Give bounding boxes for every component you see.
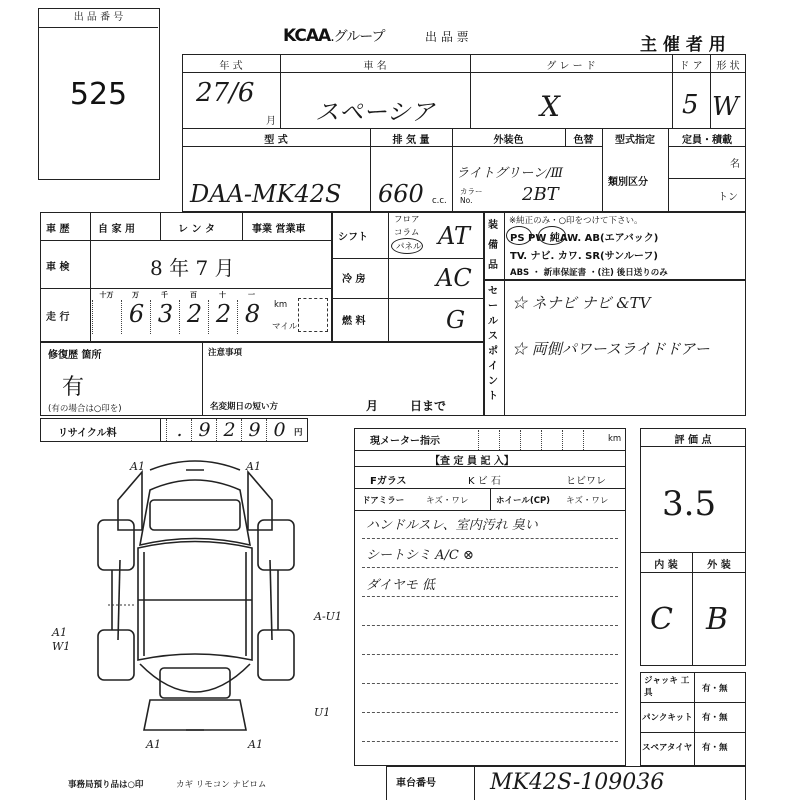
chassis-value: MK42S-109036 xyxy=(490,770,665,795)
mileage-digit: 2 xyxy=(208,300,238,334)
tons-unit: トン xyxy=(718,192,738,203)
remark-2: シートシミ A/C ⊗ xyxy=(366,548,474,563)
inspection-label: 車 検 xyxy=(46,262,70,273)
history-option-rental[interactable]: レ ン タ xyxy=(178,224,215,235)
fuel-label: 燃 料 xyxy=(342,316,366,327)
puncture-yes-no[interactable]: 有・無 xyxy=(702,713,728,723)
exterior-label: 外 装 xyxy=(707,560,731,571)
equipment-line-1: PS PW 純AW. AB(エアバック) xyxy=(510,233,659,244)
recycle-digit: . xyxy=(166,419,192,441)
office-custody-label: 事務局預り品は○印 xyxy=(68,780,144,790)
brand-suffix: .グループ xyxy=(330,29,385,45)
body-type-value: W xyxy=(712,92,739,122)
inspection-value: 8 年 7 月 xyxy=(150,256,235,280)
recycle-digit: 2 xyxy=(216,419,242,441)
mileage-digit: 8 xyxy=(237,300,267,334)
history-option-business[interactable]: 事業 営業車 xyxy=(252,224,306,235)
capacity-label: 定員・積載 xyxy=(682,135,732,146)
equipment-note: ※純正のみ・○印をつけて下さい。 xyxy=(509,216,643,226)
glass-label: Fガラス xyxy=(370,476,407,487)
recycle-digit: 9 xyxy=(241,419,267,441)
car-name-value: スペーシア xyxy=(315,98,435,126)
history-option-private[interactable]: 自 家 用 xyxy=(98,224,135,235)
remark-3: ダイヤモ 低 xyxy=(366,578,435,593)
mileage-unit-label: 百 xyxy=(190,291,197,299)
grade-label: グ レ ー ド xyxy=(546,61,596,72)
shift-option-panel[interactable]: パネル xyxy=(396,242,422,252)
persons-unit: 名 xyxy=(730,159,740,170)
color-no-label: カラー No. xyxy=(460,187,483,205)
meter-label: 現メーター指示 xyxy=(370,436,440,447)
color-change-label: 色替 xyxy=(573,135,594,146)
lot-number-label: 出 品 番 号 xyxy=(39,9,158,28)
name-change-month: 月 xyxy=(366,399,379,413)
remark-1: ハンドルスレ、室内汚れ 臭い xyxy=(366,518,538,533)
doors-value: 5 xyxy=(682,90,699,120)
displacement-label: 排 気 量 xyxy=(392,135,430,146)
form-title: 出 品 票 xyxy=(425,30,469,44)
shift-option-column[interactable]: コラム xyxy=(394,228,420,238)
selling-point-2: ☆ 両側パワースライドドアー xyxy=(512,340,710,358)
equipment-line-2: TV. ナビ. カワ. SR(サンルーフ) xyxy=(510,251,658,262)
jack-label: ジャッキ 工 具 xyxy=(644,676,690,698)
exterior-color-label: 外装色 xyxy=(493,135,524,146)
equipment-line-3: ABS ・ 新車保証書 ・(注) 後日送りのみ xyxy=(510,268,668,278)
model-value: DAA-MK42S xyxy=(190,180,342,208)
recycle-digit: 0 xyxy=(266,419,292,441)
selling-points-label: セールスポイント xyxy=(488,286,498,402)
puncture-kit-label: パンクキット xyxy=(642,713,693,723)
repair-label: 修復歴 箇所 xyxy=(48,350,102,361)
color-no-value: 2BT xyxy=(522,184,559,205)
jack-yes-no[interactable]: 有・無 xyxy=(702,684,728,694)
car-name-label: 車 名 xyxy=(363,61,387,72)
score-label: 評 価 点 xyxy=(674,435,712,446)
mileage-digit: 2 xyxy=(179,300,209,334)
mirror-value: キズ・ワレ xyxy=(426,496,469,506)
mileage-unit-label: 万 xyxy=(132,291,139,299)
chassis-label: 車台番号 xyxy=(396,778,436,789)
name-change-label: 名変期日の短い方 xyxy=(210,402,279,412)
spare-tire-label: スペアタイヤ xyxy=(642,743,693,753)
color-value: ライトグリーン/Ⅲ xyxy=(456,166,564,181)
damage-mark-a1-front-left: A1 xyxy=(130,460,145,473)
mileage-digit: 6 xyxy=(121,300,151,334)
mileage-unit-label: 十 xyxy=(219,291,226,299)
damage-mark-u1-rear: U1 xyxy=(314,706,331,719)
shift-option-floor[interactable]: フロア xyxy=(394,215,420,225)
model-label: 型 式 xyxy=(264,135,288,146)
notes-label: 注意事項 xyxy=(208,348,243,358)
displacement-value: 660 xyxy=(378,180,424,208)
ac-value: AC xyxy=(436,264,472,292)
recycle-unit: 円 xyxy=(294,428,303,438)
shift-label: シフト xyxy=(338,232,368,243)
name-change-day: 日まで xyxy=(410,399,447,413)
history-label: 車 歴 xyxy=(46,224,70,235)
keys-remote-navi: カギ リモコン ナビロム xyxy=(176,780,267,790)
glass-crack: ヒビワレ xyxy=(566,476,606,487)
mile-label: マイル xyxy=(272,322,298,332)
damage-mark-a1-front-right: A1 xyxy=(246,460,261,473)
interior-value: C xyxy=(650,602,673,637)
score-value: 3.5 xyxy=(662,484,717,524)
mileage-digit: 3 xyxy=(150,300,180,334)
shift-value: AT xyxy=(438,222,471,250)
month-unit: 月 xyxy=(266,116,276,127)
repair-note: (有の場合は○印を) xyxy=(48,404,122,414)
damage-mark-a1-rear-right: A1 xyxy=(248,738,263,751)
damage-mark-a1-rear-left: A1 xyxy=(146,738,161,751)
inspector-label: 【査 定 員 記 入】 xyxy=(430,456,514,467)
damage-mark-a-u1-right: A-U1 xyxy=(314,610,342,623)
glass-value: K ビ 石 xyxy=(468,476,501,487)
ac-label: 冷 房 xyxy=(342,274,366,285)
cc-unit: c.c. xyxy=(432,196,447,206)
lot-number-value: 525 xyxy=(69,77,128,112)
wheel-label: ホイール(CP) xyxy=(496,496,551,506)
mileage-unit-label: 千 xyxy=(161,291,168,299)
year-label: 年 式 xyxy=(219,61,243,72)
damage-mark-a1-w1-left: A1 W1 xyxy=(52,626,71,653)
recycle-digit: 9 xyxy=(191,419,217,441)
category-label: 類別区分 xyxy=(608,177,648,188)
mileage-label: 走 行 xyxy=(46,312,70,323)
grade-value: X xyxy=(540,90,560,123)
km-label: km xyxy=(274,300,288,310)
year-value: 27/6 xyxy=(196,78,255,108)
selling-point-1: ☆ ネナビ ナビ &TV xyxy=(512,294,651,312)
organizer-label: 主 催 者 用 xyxy=(640,35,726,55)
mileage-unit-label: 十万 xyxy=(99,291,114,299)
recycle-label: リサイクル料 xyxy=(58,428,117,439)
body-type-label: 形 状 xyxy=(716,61,740,72)
repair-value: 有 xyxy=(62,375,85,400)
exterior-value: B xyxy=(706,602,729,637)
equipment-label: 装 備 品 xyxy=(488,220,498,271)
spare-yes-no[interactable]: 有・無 xyxy=(702,743,728,753)
type-designation-label: 型式指定 xyxy=(615,135,655,146)
brand-logo: KCAA xyxy=(283,26,331,46)
mirror-label: ドアミラー xyxy=(362,496,405,506)
mileage-unit-label: 一 xyxy=(248,291,255,299)
interior-label: 内 装 xyxy=(654,560,678,571)
wheel-value: キズ・ワレ xyxy=(566,496,609,506)
doors-label: ド ア xyxy=(679,61,703,72)
meter-km-unit: km xyxy=(608,434,622,444)
fuel-value: G xyxy=(446,306,466,334)
